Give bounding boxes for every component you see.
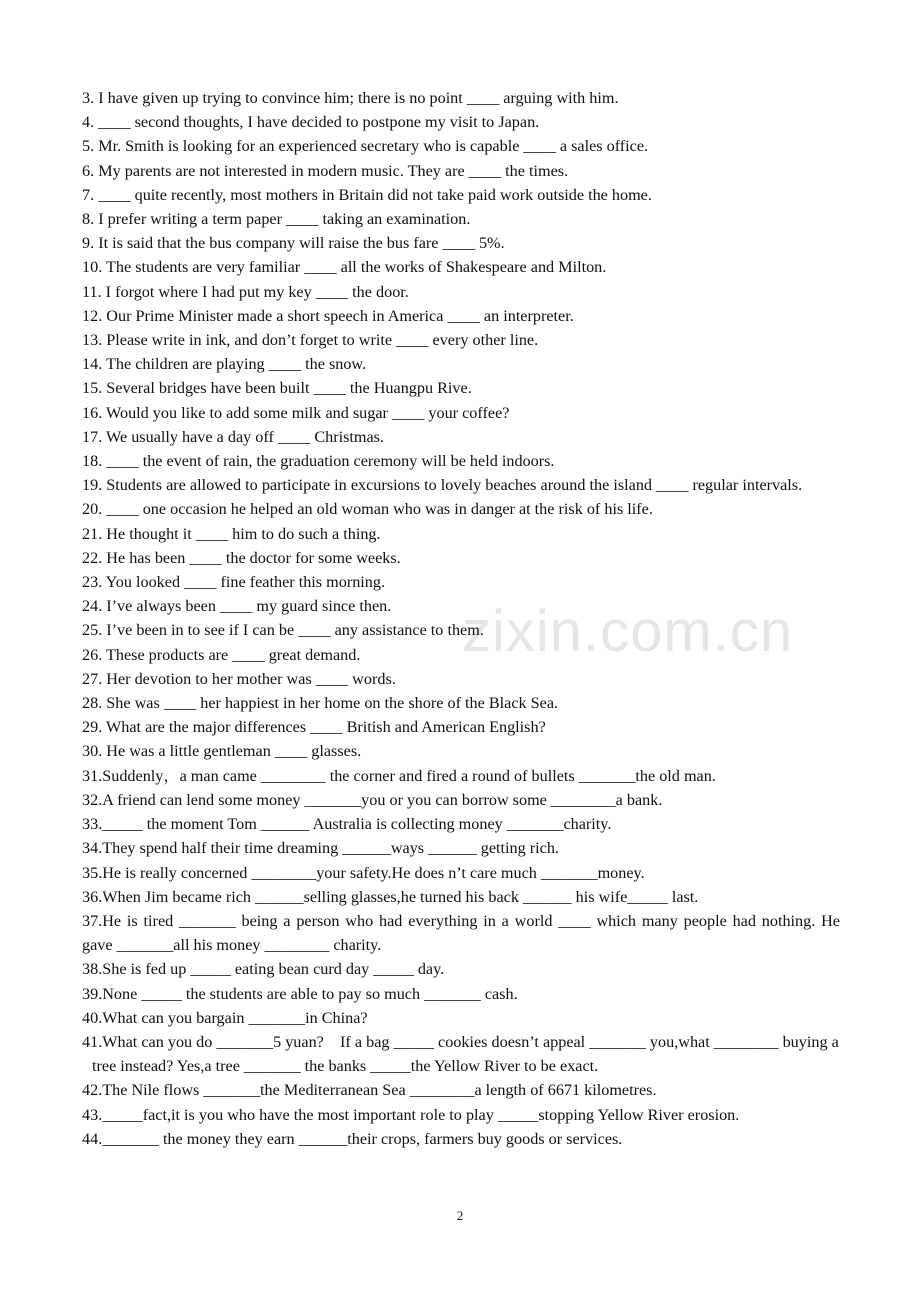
question-32: 32.A friend can lend some money _______you or you can borrow some ________a bank. bbox=[82, 790, 663, 809]
question-37: 37.He is tired _______ being a person who had everything in a world ____ which many people had nothing. He gave _______all his money ________ charity. bbox=[82, 911, 840, 955]
question-21: 21. He thought it ____ him to do such a thing. bbox=[82, 524, 381, 543]
question-38: 38.She is fed up _____ eating bean curd day _____ day. bbox=[82, 960, 445, 979]
question-22: 22. He has been ____ the doctor for some weeks. bbox=[82, 548, 401, 567]
question-list bbox=[82, 86, 840, 1151]
question-13: 13. Please write in ink, and don’t forget to write ____ every other line. bbox=[82, 331, 539, 350]
question-29: 29. What are the major differences ____ British and American English? bbox=[82, 718, 546, 737]
question-11: 11. I forgot where I had put my key ____ the door. bbox=[82, 282, 409, 301]
question-17: 17. We usually have a day off ____ Christmas. bbox=[82, 427, 385, 446]
question-5: 5. Mr. Smith is looking for an experienced secretary who is capable ____ a sales office. bbox=[82, 137, 649, 156]
question-10: 10. The students are very familiar ____ all the works of Shakespeare and Milton. bbox=[82, 258, 607, 277]
page-number: 2 bbox=[456, 1208, 464, 1223]
question-28: 28. She was ____ her happiest in her home on the shore of the Black Sea. bbox=[82, 694, 559, 713]
question-44: 44._______ the money they earn ______their crops, farmers buy goods or services. bbox=[82, 1129, 623, 1148]
question-43: 43._____fact,it is you who have the most important role to play _____stopping Yellow River erosion. bbox=[82, 1105, 740, 1124]
question-9: 9. It is said that the bus company will raise the bus fare ____ 5%. bbox=[82, 234, 505, 253]
question-23: 23. You looked ____ fine feather this morning. bbox=[82, 573, 386, 592]
question-20: 20. ____ one occasion he helped an old woman who was in danger at the risk of his life. bbox=[82, 500, 653, 519]
question-18: 18. ____ the event of rain, the graduation ceremony will be held indoors. bbox=[82, 452, 555, 471]
question-40: 40.What can you bargain _______in China? bbox=[82, 1008, 368, 1027]
question-42: 42.The Nile flows _______the Mediterranean Sea ________a length of 6671 kilometres. bbox=[82, 1081, 657, 1100]
question-41: 41.What can you do _______5 yuan? If a bag _____ cookies doesn’t appeal _______ you,what ________ buying a tree instead? Yes,a tree _______ the banks _____the Yellow River to be exact. bbox=[82, 1032, 839, 1076]
question-30: 30. He was a little gentleman ____ glasses. bbox=[82, 742, 362, 761]
question-14: 14. The children are playing ____ the snow. bbox=[82, 355, 367, 374]
question-19: 19. Students are allowed to participate in excursions to lovely beaches around the island ____ regular intervals. bbox=[82, 476, 803, 495]
question-4: 4. ____ second thoughts, I have decided to postpone my visit to Japan. bbox=[82, 113, 540, 132]
question-34: 34.They spend half their time dreaming ______ways ______ getting rich. bbox=[82, 839, 559, 858]
question-39: 39.None _____ the students are able to pay so much _______ cash. bbox=[82, 984, 518, 1003]
question-26: 26. These products are ____ great demand. bbox=[82, 645, 361, 664]
question-8: 8. I prefer writing a term paper ____ taking an examination. bbox=[82, 210, 471, 229]
question-12: 12. Our Prime Minister made a short speech in America ____ an interpreter. bbox=[82, 306, 574, 325]
question-7: 7. ____ quite recently, most mothers in Britain did not take paid work outside the home. bbox=[82, 185, 652, 204]
question-3: 3. I have given up trying to convince him; there is no point ____ arguing with him. bbox=[82, 89, 619, 107]
question-27: 27. Her devotion to her mother was ____ words. bbox=[82, 669, 396, 688]
question-25: 25. I’ve been in to see if I can be ____ any assistance to them. bbox=[82, 621, 484, 640]
question-24: 24. I’ve always been ____ my guard since then. bbox=[82, 597, 392, 616]
question-36: 36.When Jim became rich ______selling glasses,he turned his back ______ his wife_____ last. bbox=[82, 887, 699, 906]
question-15: 15. Several bridges have been built ____ the Huangpu Rive. bbox=[82, 379, 472, 398]
question-6: 6. My parents are not interested in modern music. They are ____ the times. bbox=[82, 161, 569, 180]
question-33: 33._____ the moment Tom ______ Australia is collecting money _______charity. bbox=[82, 815, 612, 834]
question-31: 31.Suddenly，a man came ________ the corner and fired a round of bullets _______the old man. bbox=[82, 766, 716, 785]
question-16: 16. Would you like to add some milk and sugar ____ your coffee? bbox=[82, 403, 510, 422]
watermark: zixin.com.cn bbox=[462, 599, 794, 664]
question-35: 35.He is really concerned ________your safety.He does n’t care much _______money. bbox=[82, 863, 645, 882]
